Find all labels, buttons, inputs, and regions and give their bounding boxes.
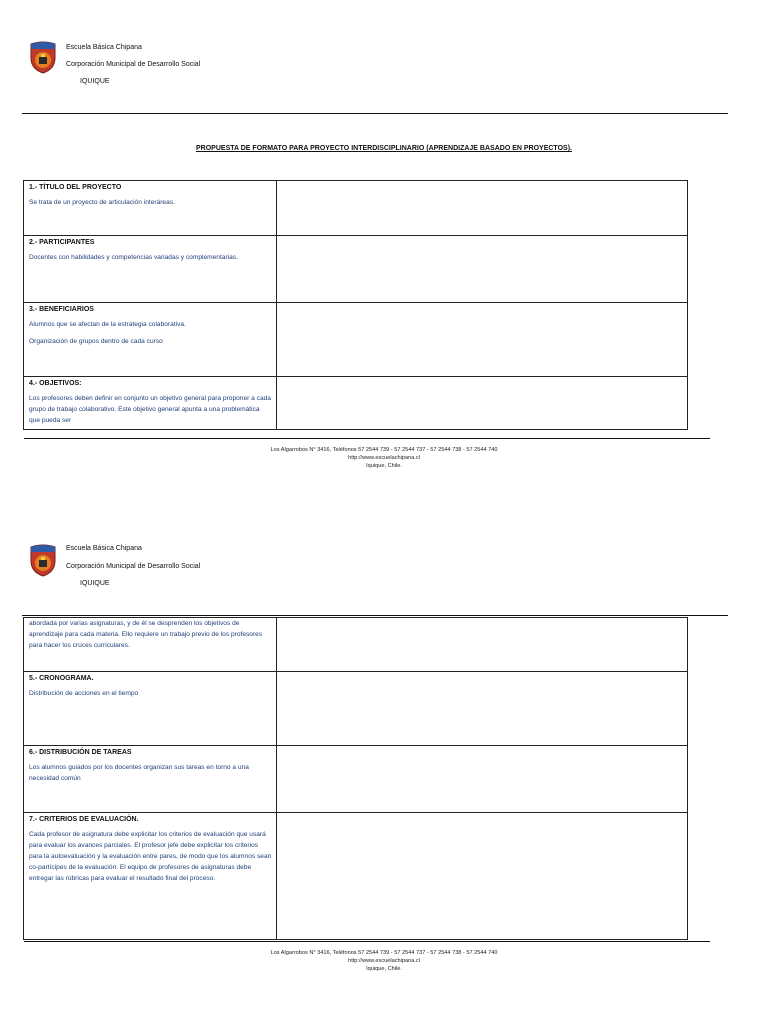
school-name: Escuela Básica Chipana [66, 545, 142, 552]
footer-address: Los Algarrobos N° 3416, Teléfonos 57 2544 739 - 57 2544 737 - 57 2544 738 - 57 2544 740 [270, 950, 498, 956]
section-label-cell [24, 181, 277, 236]
footer-location: Iquique, Chile. [366, 463, 402, 469]
section-label-cell [24, 236, 277, 303]
section-description-line: Los profesores deben definir en conjunto un objetivo general para proponer a cada grupo de trabajo colaborativo. Este objetivo general apunta a una problemática que pueda ser [29, 395, 271, 424]
section-input-cell[interactable] [277, 303, 688, 377]
section-input-cell[interactable] [277, 813, 688, 940]
footer-web: http://www.escuelachipana.cl [348, 455, 420, 461]
section-input-cell[interactable] [277, 746, 688, 813]
header-divider [22, 615, 728, 616]
section-label-cell [24, 746, 277, 813]
header-divider [22, 113, 728, 114]
section-description-line: Organización de grupos dentro de cada curso [29, 338, 163, 345]
school-name: Escuela Básica Chipana [66, 44, 142, 51]
section-description [29, 252, 272, 263]
section-input-cell[interactable] [277, 236, 688, 303]
section-input-cell[interactable] [277, 672, 688, 746]
section-heading: 6.- DISTRIBUCIÓN DE TAREAS [29, 749, 132, 756]
form-row [24, 813, 688, 940]
section-description [29, 688, 272, 699]
footer-web: http://www.escuelachipana.cl [348, 958, 420, 964]
city-name: IQUIQUE [80, 580, 110, 587]
corporation-name: Corporación Municipal de Desarrollo Social [66, 61, 201, 68]
document-title: PROPUESTA DE FORMATO PARA PROYECTO INTERDISCIPLINARIO (APRENDIZAJE BASADO EN PROYECTOS). [196, 145, 572, 152]
section-heading: 7.- CRITERIOS DE EVALUACIÓN. [29, 816, 139, 823]
section-description [29, 197, 272, 208]
form-row [24, 672, 688, 746]
section-description [29, 762, 272, 784]
section-description-line: Cada profesor de asignatura debe explicitar los criterios de evaluación que usará para evaluar los avances parciales. El profesor jefe debe explicitar los criterios para la autoevaluación y la evaluación entre pares, de modo que los alumnos sean co-partícipes de la evaluación. El equipo de profesores de asignaturas debe entregar las rúbricas para evaluar el resultado final del proceso. [29, 831, 272, 882]
footer-divider [24, 941, 710, 942]
section-description-line: Docentes con habilidades y competencias variadas y complementarias. [29, 254, 238, 261]
project-form-table-continued [23, 617, 688, 940]
section-input-cell[interactable] [277, 181, 688, 236]
section-description [29, 319, 272, 347]
form-row [24, 377, 688, 430]
section-description [29, 829, 272, 884]
form-row [24, 618, 688, 672]
section-label-cell [24, 618, 277, 672]
form-row [24, 303, 688, 377]
section-label-cell [24, 377, 277, 430]
page-2 [0, 500, 768, 1024]
section-description [29, 393, 272, 427]
section-description-line: Distribución de acciones en el tiempo [29, 690, 139, 697]
section-heading: 1.- TÍTULO DEL PROYECTO [29, 184, 122, 191]
footer [0, 949, 768, 973]
section-input-cell[interactable] [277, 377, 688, 430]
project-form-table [23, 180, 688, 430]
footer-location: Iquique, Chile. [366, 966, 402, 972]
footer-divider [24, 438, 710, 439]
section-heading: 3.- BENEFICIARIOS [29, 306, 94, 313]
section-description-line: Alumnos que se afectan de la estrategia colaborativa. [29, 321, 186, 328]
footer [0, 446, 768, 470]
form-row [24, 181, 688, 236]
section-label-cell [24, 303, 277, 377]
school-logo-icon [28, 543, 58, 577]
city-name: IQUIQUE [80, 78, 110, 85]
form-row [24, 746, 688, 813]
section-input-cell[interactable] [277, 618, 688, 672]
section-heading: 5.- CRONOGRAMA. [29, 675, 94, 682]
school-logo-icon [28, 40, 58, 74]
section-heading: 4.- OBJETIVOS: [29, 380, 82, 387]
section-description-line: Los alumnos guiados por los docentes organizan sus tareas en torno a una necesidad común [29, 764, 249, 782]
form-row [24, 236, 688, 303]
section-heading: 2.- PARTICIPANTES [29, 239, 95, 246]
section-label-cell [24, 672, 277, 746]
section-description [29, 618, 272, 651]
footer-address: Los Algarrobos N° 3416, Teléfonos 57 2544 739 - 57 2544 737 - 57 2544 738 - 57 2544 740 [270, 447, 498, 453]
section-label-cell [24, 813, 277, 940]
section-description-line: abordada por varias asignaturas, y de él se desprenden los objetivos de aprendizaje para cada materia. Ello requiere un trabajo previo de los profesores para hacer los cruces curriculares. [29, 620, 263, 649]
corporation-name: Corporación Municipal de Desarrollo Social [66, 563, 201, 570]
section-description-line: Se trata de un proyecto de articulación interáreas. [29, 199, 175, 206]
page-1 [0, 0, 768, 500]
